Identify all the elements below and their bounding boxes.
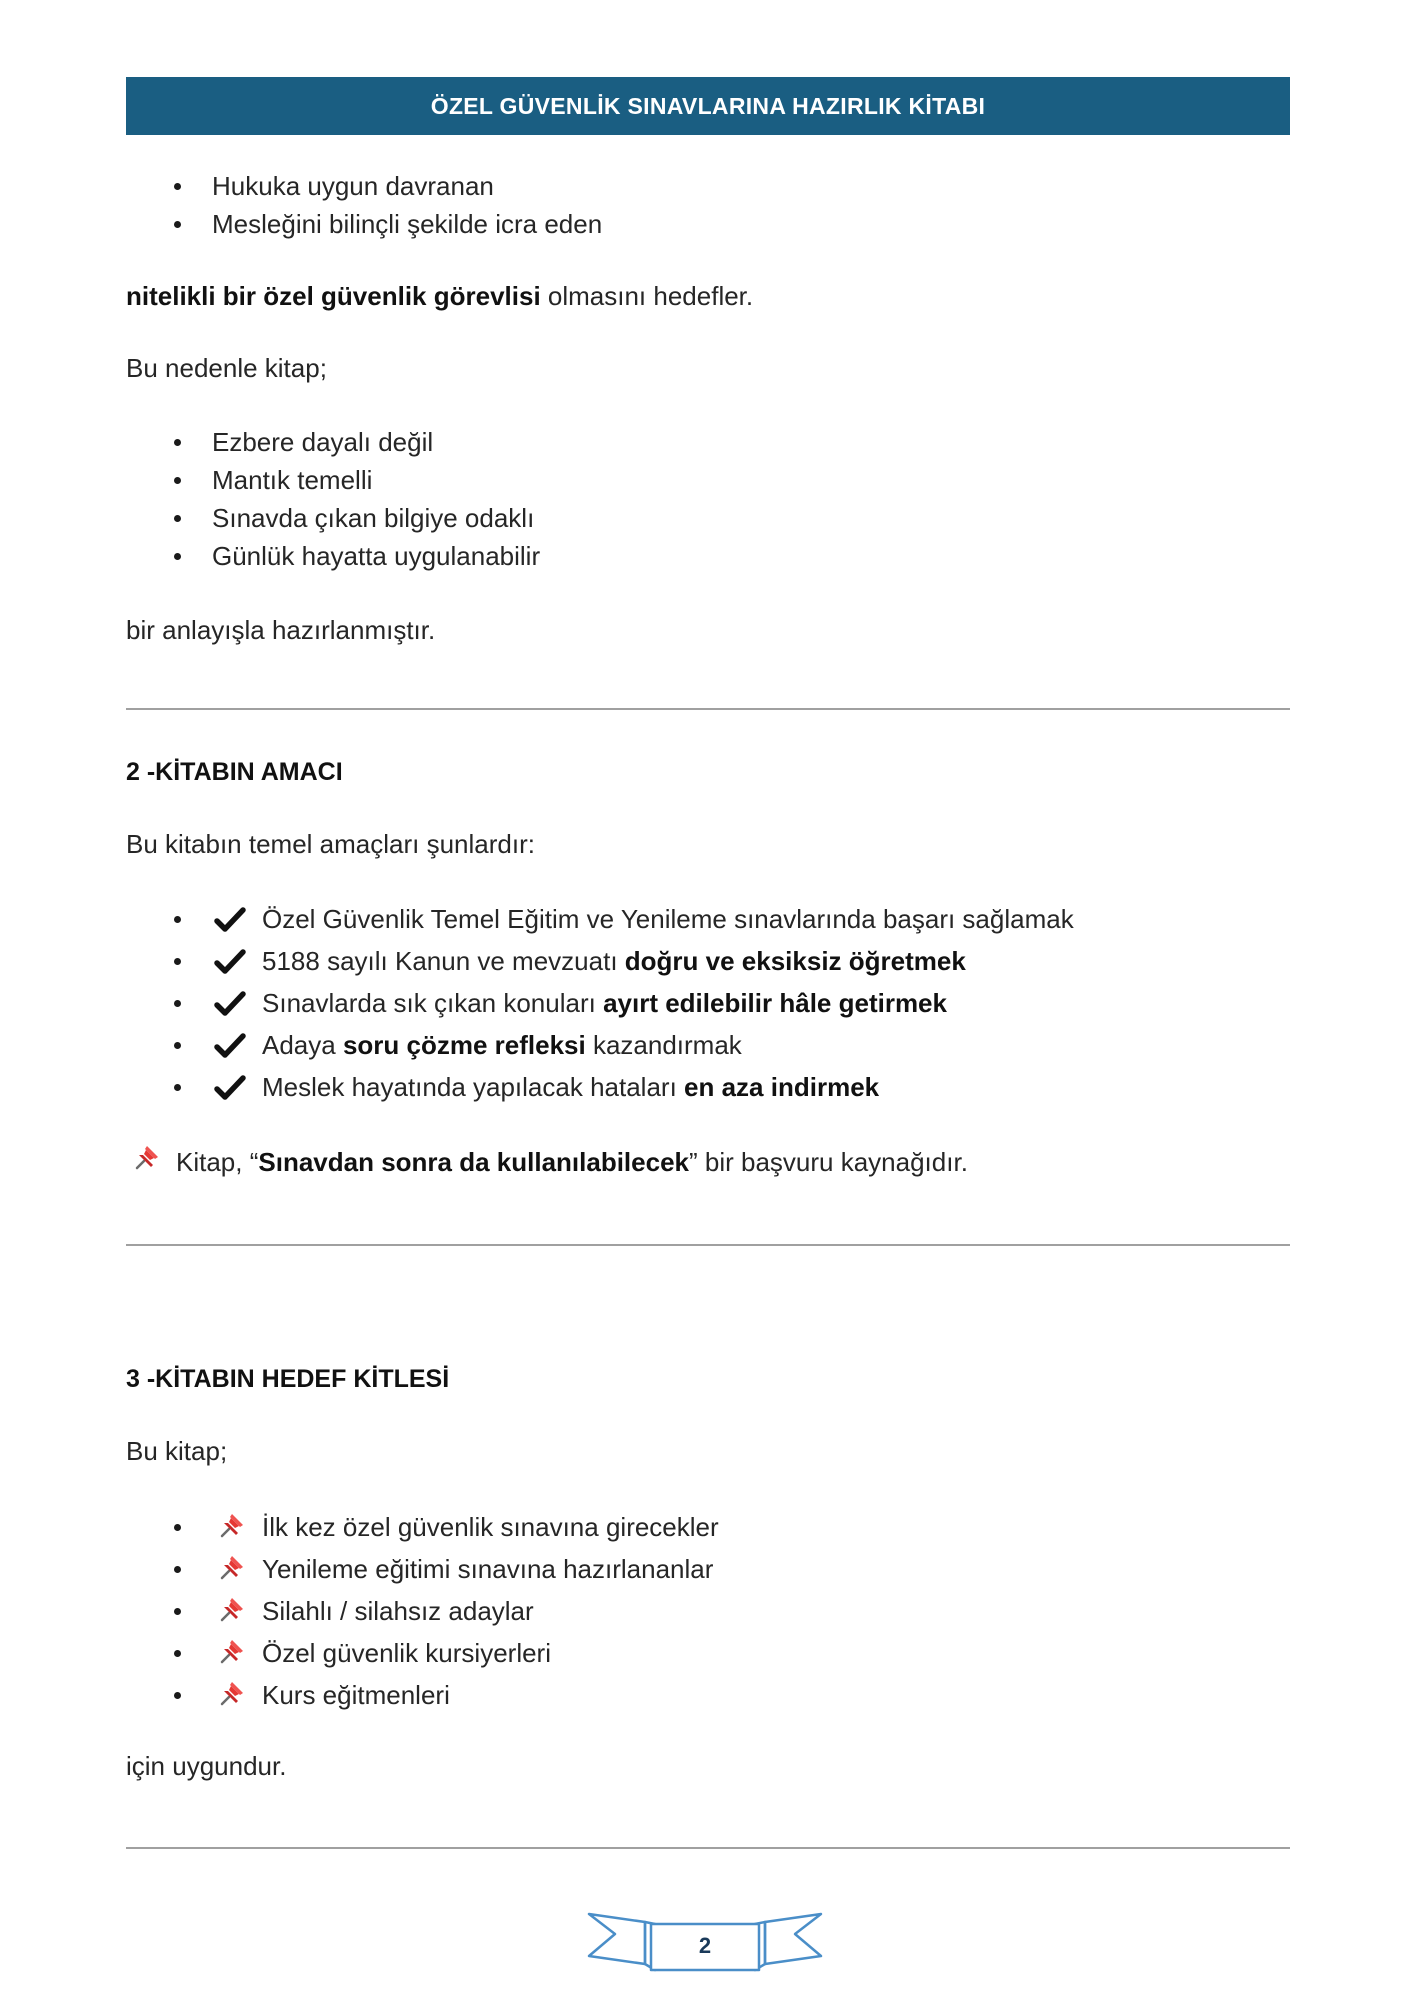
list-item-text: Sınavda çıkan bilgiye odaklı (212, 503, 535, 533)
list-item-text: Kurs eğitmenleri (262, 1680, 450, 1710)
pushpin-icon (216, 1679, 246, 1709)
bullet-dot (174, 1692, 181, 1699)
page-header (126, 77, 1290, 135)
goal-paragraph (126, 277, 1290, 315)
bullet-dot (174, 439, 181, 446)
divider (126, 1244, 1290, 1246)
bullet-dot (174, 1524, 181, 1531)
item-bold-text: en aza indirmek (684, 1072, 880, 1102)
list-item (126, 1026, 1290, 1064)
section-heading: 3 -KİTABIN HEDEF KİTLESİ (126, 1365, 450, 1393)
bullet-dot (174, 221, 181, 228)
list-item (126, 167, 1290, 205)
header-title: ÖZEL GÜVENLİK SINAVLARINA HAZIRLIK KİTABI (430, 92, 986, 119)
intro-bullet-list (126, 167, 1290, 243)
list-item-text: Hukuka uygun davranan (212, 171, 494, 201)
list-item (126, 1508, 1290, 1546)
item-text: kazandırmak (585, 1030, 742, 1060)
section3-lead (126, 1432, 1290, 1470)
closing-text: için uygundur. (126, 1751, 287, 1781)
lead-text: Bu kitabın temel amaçları şunlardır: (126, 829, 535, 859)
list-item (126, 984, 1290, 1022)
list-item (126, 537, 1290, 575)
list-item (126, 1550, 1290, 1588)
therefore-text: Bu nedenle kitap; (126, 353, 327, 383)
list-item (126, 205, 1290, 243)
section3-closing (126, 1747, 1290, 1785)
goal-rest-text: olmasını hedefler. (540, 281, 754, 311)
list-item (126, 1592, 1290, 1630)
item-text: 5188 sayılı Kanun ve mevzuatı (262, 946, 625, 976)
list-item (126, 499, 1290, 537)
item-bold-text: doğru ve eksiksiz öğretmek (624, 946, 966, 976)
bullet-dot (174, 515, 181, 522)
list-item (126, 1068, 1290, 1106)
list-item (126, 900, 1290, 938)
bullet-dot (174, 183, 181, 190)
item-bold-text: soru çözme refleksi (342, 1030, 586, 1060)
list-item-text: Özel güvenlik kursiyerleri (262, 1638, 551, 1668)
bullet-dot (174, 1608, 181, 1615)
page-number-ribbon (585, 1906, 825, 1986)
item-text: Sınavlarda sık çıkan konuları (262, 988, 604, 1018)
list-item-text: Ezbere dayalı değil (212, 427, 434, 457)
item-text: Özel Güvenlik Temel Eğitim ve Yenileme sınavlarında başarı sağlamak (262, 904, 1074, 934)
pushpin-icon (216, 1553, 246, 1583)
bullet-dot (174, 553, 181, 560)
note-text: Kitap, “ (176, 1147, 259, 1177)
goal-bold-text: nitelikli bir özel güvenlik görevlisi (126, 281, 541, 311)
closing-paragraph (126, 611, 1290, 649)
check-icon (214, 1032, 246, 1060)
list-item-text: Yenileme eğitimi sınavına hazırlananlar (262, 1554, 714, 1584)
pushpin-icon (216, 1511, 246, 1541)
bullet-dot (174, 477, 181, 484)
check-icon (214, 1074, 246, 1102)
item-bold-text: ayırt edilebilir hâle getirmek (603, 988, 947, 1018)
purpose-list (126, 900, 1290, 1106)
section2-note (126, 1143, 1290, 1181)
note-text: ” bir başvuru kaynağıdır. (689, 1147, 968, 1177)
pushpin-icon (216, 1637, 246, 1667)
item-text: Adaya (262, 1030, 343, 1060)
list-item (126, 942, 1290, 980)
section2-heading (126, 758, 1290, 787)
section2-lead (126, 825, 1290, 863)
list-item-text: Mantık temelli (212, 465, 373, 495)
bullet-dot (174, 1650, 181, 1657)
item-text: Meslek hayatında yapılacak hataları (262, 1072, 685, 1102)
list-item (126, 1634, 1290, 1672)
section3-heading (126, 1365, 1290, 1394)
list-item-text: Mesleğini bilinçli şekilde icra eden (212, 209, 603, 239)
therefore-paragraph (126, 349, 1290, 387)
bullet-dot (174, 958, 181, 965)
list-item (126, 461, 1290, 499)
closing-text: bir anlayışla hazırlanmıştır. (126, 615, 436, 645)
list-item (126, 1676, 1290, 1714)
bullet-dot (174, 1000, 181, 1007)
approach-bullet-list (126, 423, 1290, 575)
bullet-dot (174, 1566, 181, 1573)
list-item (126, 423, 1290, 461)
lead-text: Bu kitap; (126, 1436, 228, 1466)
check-icon (214, 906, 246, 934)
pushpin-icon (216, 1595, 246, 1625)
divider (126, 1847, 1290, 1849)
bullet-dot (174, 916, 181, 923)
list-item-text: Silahlı / silahsız adaylar (262, 1596, 534, 1626)
check-icon (214, 990, 246, 1018)
pushpin-icon (131, 1143, 161, 1173)
list-item-text: Günlük hayatta uygulanabilir (212, 541, 541, 571)
bullet-dot (174, 1042, 181, 1049)
section-heading: 2 -KİTABIN AMACI (126, 758, 343, 786)
note-bold-text: Sınavdan sonra da kullanılabilecek (258, 1147, 689, 1177)
divider (126, 708, 1290, 710)
audience-list (126, 1508, 1290, 1714)
list-item-text: İlk kez özel güvenlik sınavına girecekler (262, 1512, 719, 1542)
page-number: 2 (698, 1933, 712, 1958)
bullet-dot (174, 1084, 181, 1091)
check-icon (214, 948, 246, 976)
